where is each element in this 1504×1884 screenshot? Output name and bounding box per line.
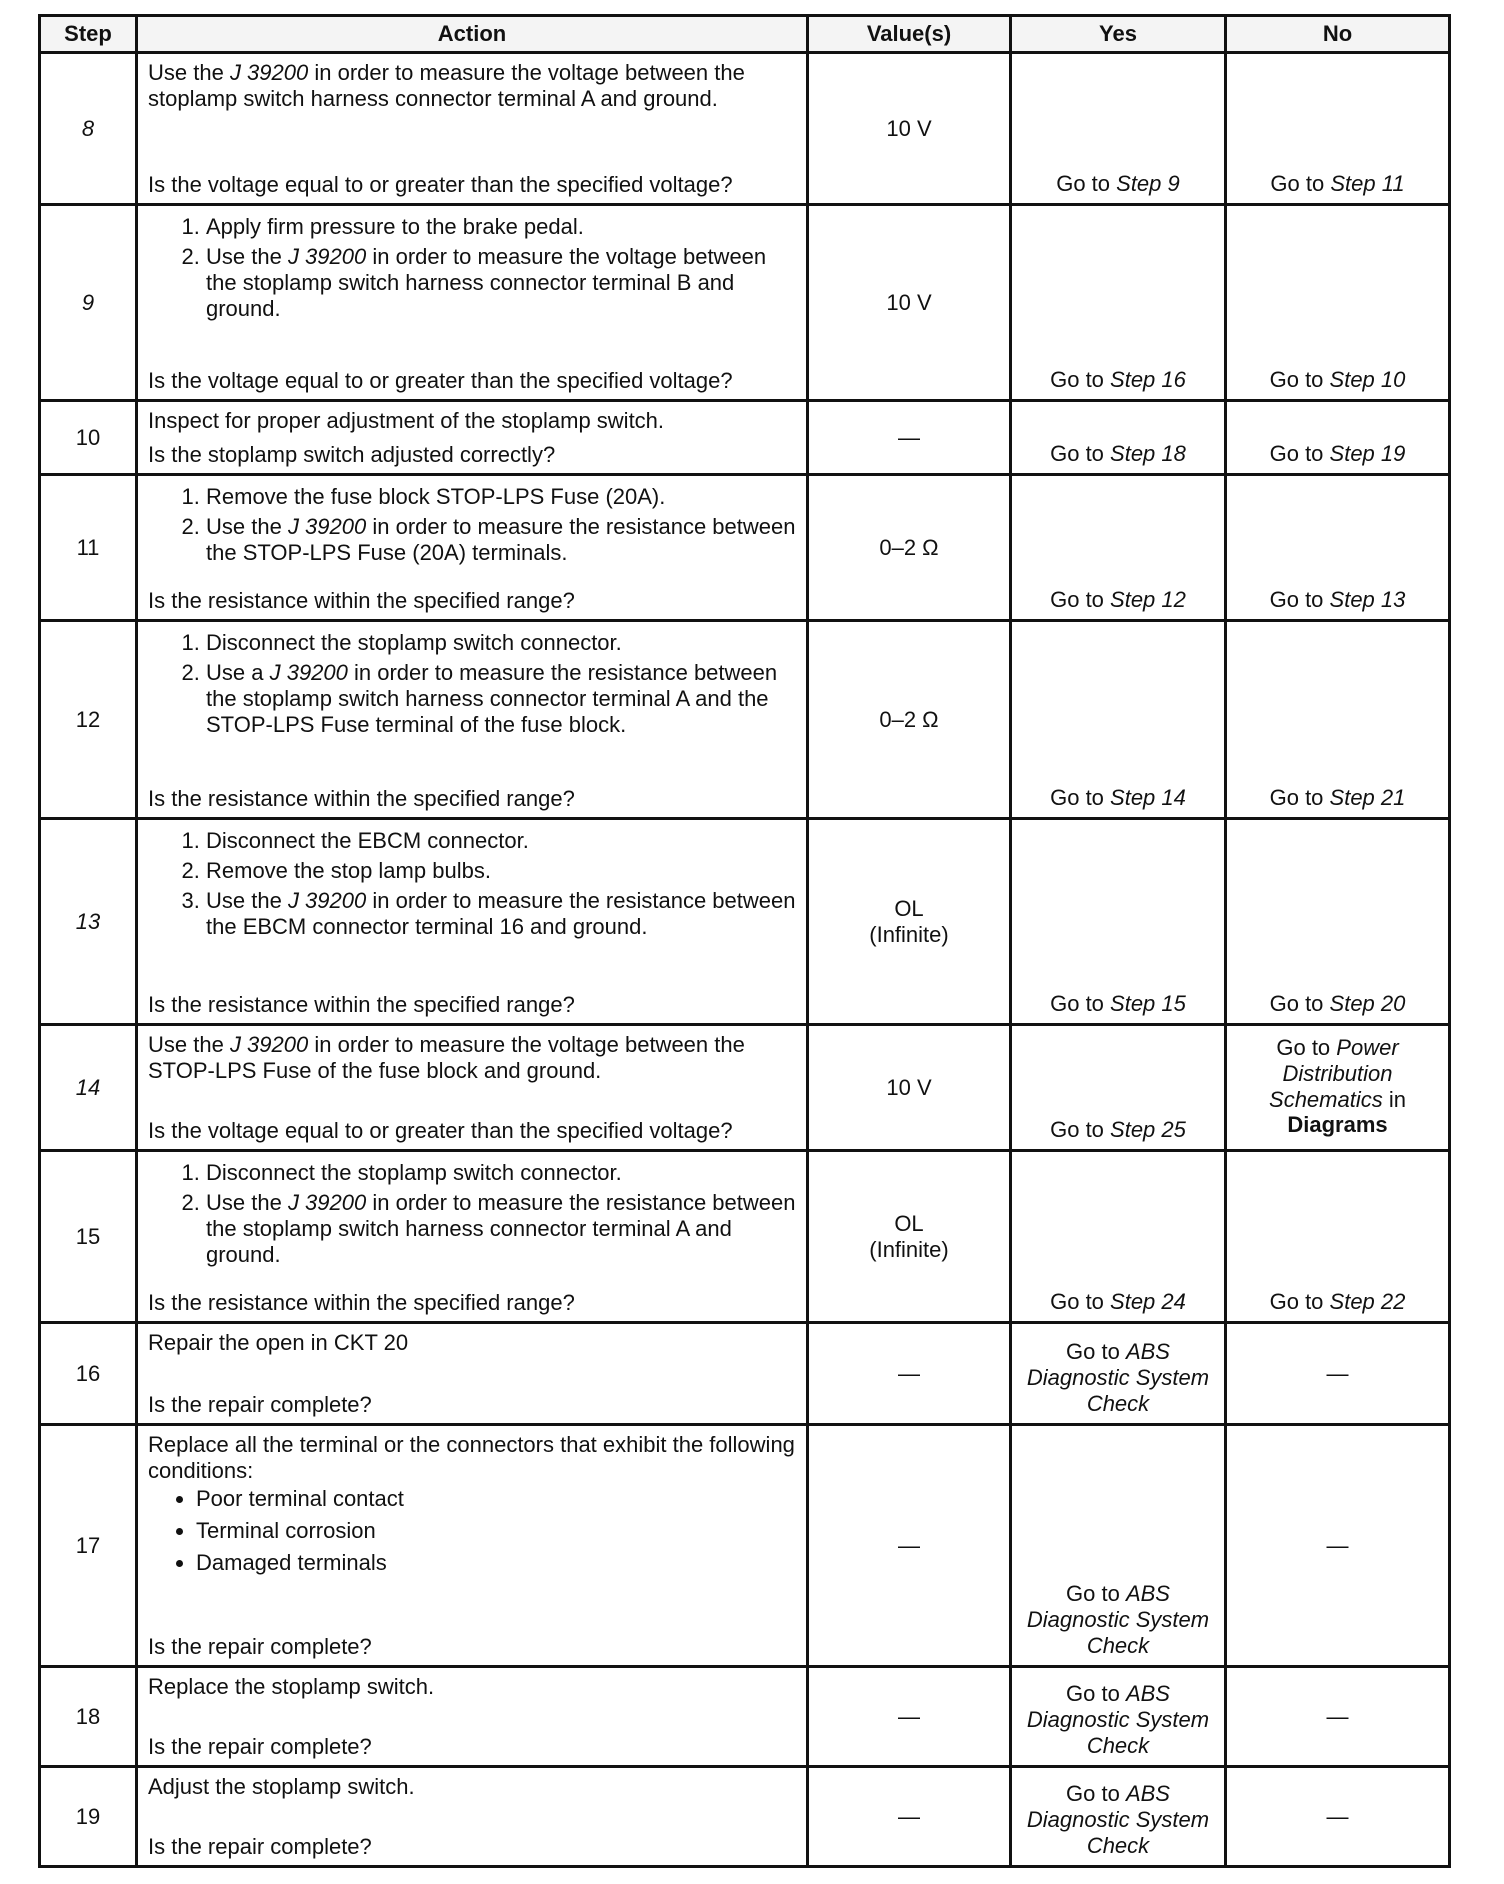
action-cell <box>137 1767 808 1867</box>
list-item: 1. Remove the fuse block STOP-LPS Fuse (20A). <box>206 484 798 510</box>
action-cell <box>137 475 808 621</box>
action-steps-list <box>148 1160 798 1272</box>
yes-cell: Go to Step 12 <box>1011 475 1226 621</box>
action-text: Replace all the terminal or the connectors that exhibit the following conditions: <box>148 1432 795 1483</box>
list-item: 2. Use the J 39200 in order to measure the resistance between the STOP-LPS Fuse (20A) terminals. <box>206 514 798 566</box>
value-cell: 10 V <box>808 205 1011 401</box>
header-action: Action <box>137 16 808 53</box>
action-text: Repair the open in CKT 20 <box>148 1330 409 1355</box>
action-question: Is the resistance within the specified range? <box>148 786 575 812</box>
action-question: Is the resistance within the specified range? <box>148 992 575 1018</box>
action-cell <box>137 205 808 401</box>
yes-cell: Go to ABS Diagnostic System Check <box>1011 1323 1226 1425</box>
list-item: 2. Use a J 39200 in order to measure the resistance between the stoplamp switch harness connector terminal A and the STOP-LPS Fuse terminal of the fuse block. <box>206 660 798 738</box>
yes-cell: Go to Step 24 <box>1011 1151 1226 1323</box>
table-row <box>40 475 1450 621</box>
yes-cell: Go to ABS Diagnostic System Check <box>1011 1767 1226 1867</box>
value-cell: — <box>808 1767 1011 1867</box>
no-cell: Go to Step 19 <box>1226 401 1450 475</box>
action-question: Is the resistance within the specified range? <box>148 588 575 614</box>
yes-cell: Go to ABS Diagnostic System Check <box>1011 1667 1226 1767</box>
action-text: Use the J 39200 in order to measure the voltage between the stoplamp switch harness connector terminal A and ground. <box>148 60 745 111</box>
value-cell: OL (Infinite) <box>808 1151 1011 1323</box>
table-row <box>40 1767 1450 1867</box>
header-no: No <box>1226 16 1450 53</box>
table-row <box>40 1323 1450 1425</box>
value-cell: 10 V <box>808 53 1011 205</box>
no-cell: Go to Step 20 <box>1226 819 1450 1025</box>
action-question: Is the voltage equal to or greater than the specified voltage? <box>148 1118 733 1144</box>
table-row <box>40 401 1450 475</box>
step-number: 8 <box>40 53 137 205</box>
action-text: Replace the stoplamp switch. <box>148 1674 435 1699</box>
action-cell <box>137 1667 808 1767</box>
action-question: Is the repair complete? <box>148 1392 372 1418</box>
no-cell: — <box>1226 1425 1450 1667</box>
action-cell <box>137 621 808 819</box>
no-cell: Go to Power Distribution Schematics in Diagrams <box>1226 1025 1450 1151</box>
step-number: 13 <box>40 819 137 1025</box>
yes-cell: Go to Step 15 <box>1011 819 1226 1025</box>
table-row <box>40 1425 1450 1667</box>
step-number: 16 <box>40 1323 137 1425</box>
list-item: • Terminal corrosion <box>196 1518 798 1544</box>
value-cell: — <box>808 1425 1011 1667</box>
table-row <box>40 1025 1450 1151</box>
step-number: 15 <box>40 1151 137 1323</box>
action-steps-list <box>148 214 798 326</box>
no-cell: — <box>1226 1667 1450 1767</box>
list-item: 1. Disconnect the stoplamp switch connector. <box>206 630 798 656</box>
step-number: 12 <box>40 621 137 819</box>
value-cell: — <box>808 401 1011 475</box>
no-cell: Go to Step 11 <box>1226 53 1450 205</box>
no-cell: — <box>1226 1323 1450 1425</box>
step-number: 10 <box>40 401 137 475</box>
yes-cell: Go to Step 14 <box>1011 621 1226 819</box>
table-row <box>40 1667 1450 1767</box>
action-cell <box>137 401 808 475</box>
tool-ref: J 39200 <box>229 60 309 85</box>
value-cell: 10 V <box>808 1025 1011 1151</box>
action-cell <box>137 1323 808 1425</box>
step-number: 9 <box>40 205 137 401</box>
action-question: Is the resistance within the specified range? <box>148 1290 575 1316</box>
action-cell <box>137 1151 808 1323</box>
no-cell: Go to Step 21 <box>1226 621 1450 819</box>
list-item: • Poor terminal contact <box>196 1486 798 1512</box>
action-question: Is the voltage equal to or greater than the specified voltage? <box>148 368 733 394</box>
action-cell <box>137 1025 808 1151</box>
table-header-row <box>40 16 1450 53</box>
action-text: Inspect for proper adjustment of the stoplamp switch. <box>148 408 665 433</box>
action-steps-list <box>148 828 798 944</box>
step-number: 17 <box>40 1425 137 1667</box>
list-item: 2. Use the J 39200 in order to measure the resistance between the stoplamp switch harness connector terminal A and ground. <box>206 1190 798 1268</box>
list-item: 1. Apply firm pressure to the brake pedal. <box>206 214 798 240</box>
value-cell: 0–2 Ω <box>808 621 1011 819</box>
list-item: 1. Disconnect the EBCM connector. <box>206 828 798 854</box>
list-item: 1. Disconnect the stoplamp switch connector. <box>206 1160 798 1186</box>
value-cell: OL (Infinite) <box>808 819 1011 1025</box>
value-cell: — <box>808 1323 1011 1425</box>
action-text: Adjust the stoplamp switch. <box>148 1774 415 1799</box>
no-cell: Go to Step 22 <box>1226 1151 1450 1323</box>
diagnostic-table-page <box>38 14 1448 1868</box>
action-steps-list <box>148 630 798 742</box>
yes-cell: Go to Step 16 <box>1011 205 1226 401</box>
header-values: Value(s) <box>808 16 1011 53</box>
list-item: 3. Use the J 39200 in order to measure the resistance between the EBCM connector terminal 16 and ground. <box>206 888 798 940</box>
action-steps-list <box>148 484 798 570</box>
header-yes: Yes <box>1011 16 1226 53</box>
table-row <box>40 53 1450 205</box>
yes-cell: Go to Step 18 <box>1011 401 1226 475</box>
diagnostic-steps-table <box>38 14 1451 1868</box>
action-cell <box>137 1425 808 1667</box>
table-row <box>40 1151 1450 1323</box>
action-question: Is the repair complete? <box>148 1634 372 1660</box>
action-cell <box>137 819 808 1025</box>
list-item: • Damaged terminals <box>196 1550 798 1576</box>
step-number: 18 <box>40 1667 137 1767</box>
yes-cell: Go to Step 25 <box>1011 1025 1226 1151</box>
action-text: Use the J 39200 in order to measure the voltage between the STOP-LPS Fuse of the fuse block and ground. <box>148 1032 745 1083</box>
table-row <box>40 819 1450 1025</box>
no-cell: Go to Step 13 <box>1226 475 1450 621</box>
conditions-list <box>148 1486 798 1576</box>
action-question: Is the repair complete? <box>148 1734 372 1760</box>
action-question: Is the voltage equal to or greater than the specified voltage? <box>148 172 733 198</box>
step-number: 19 <box>40 1767 137 1867</box>
table-row <box>40 621 1450 819</box>
yes-cell: Go to Step 9 <box>1011 53 1226 205</box>
action-question: Is the stoplamp switch adjusted correctly? <box>148 442 556 468</box>
header-step: Step <box>40 16 137 53</box>
yes-cell: Go to ABS Diagnostic System Check <box>1011 1425 1226 1667</box>
value-cell: — <box>808 1667 1011 1767</box>
no-cell: — <box>1226 1767 1450 1867</box>
action-cell <box>137 53 808 205</box>
no-cell: Go to Step 10 <box>1226 205 1450 401</box>
value-cell: 0–2 Ω <box>808 475 1011 621</box>
table-row <box>40 205 1450 401</box>
action-question: Is the repair complete? <box>148 1834 372 1860</box>
step-number: 11 <box>40 475 137 621</box>
list-item: 2. Remove the stop lamp bulbs. <box>206 858 798 884</box>
step-number: 14 <box>40 1025 137 1151</box>
list-item: 2. Use the J 39200 in order to measure the voltage between the stoplamp switch harness connector terminal B and ground. <box>206 244 798 322</box>
